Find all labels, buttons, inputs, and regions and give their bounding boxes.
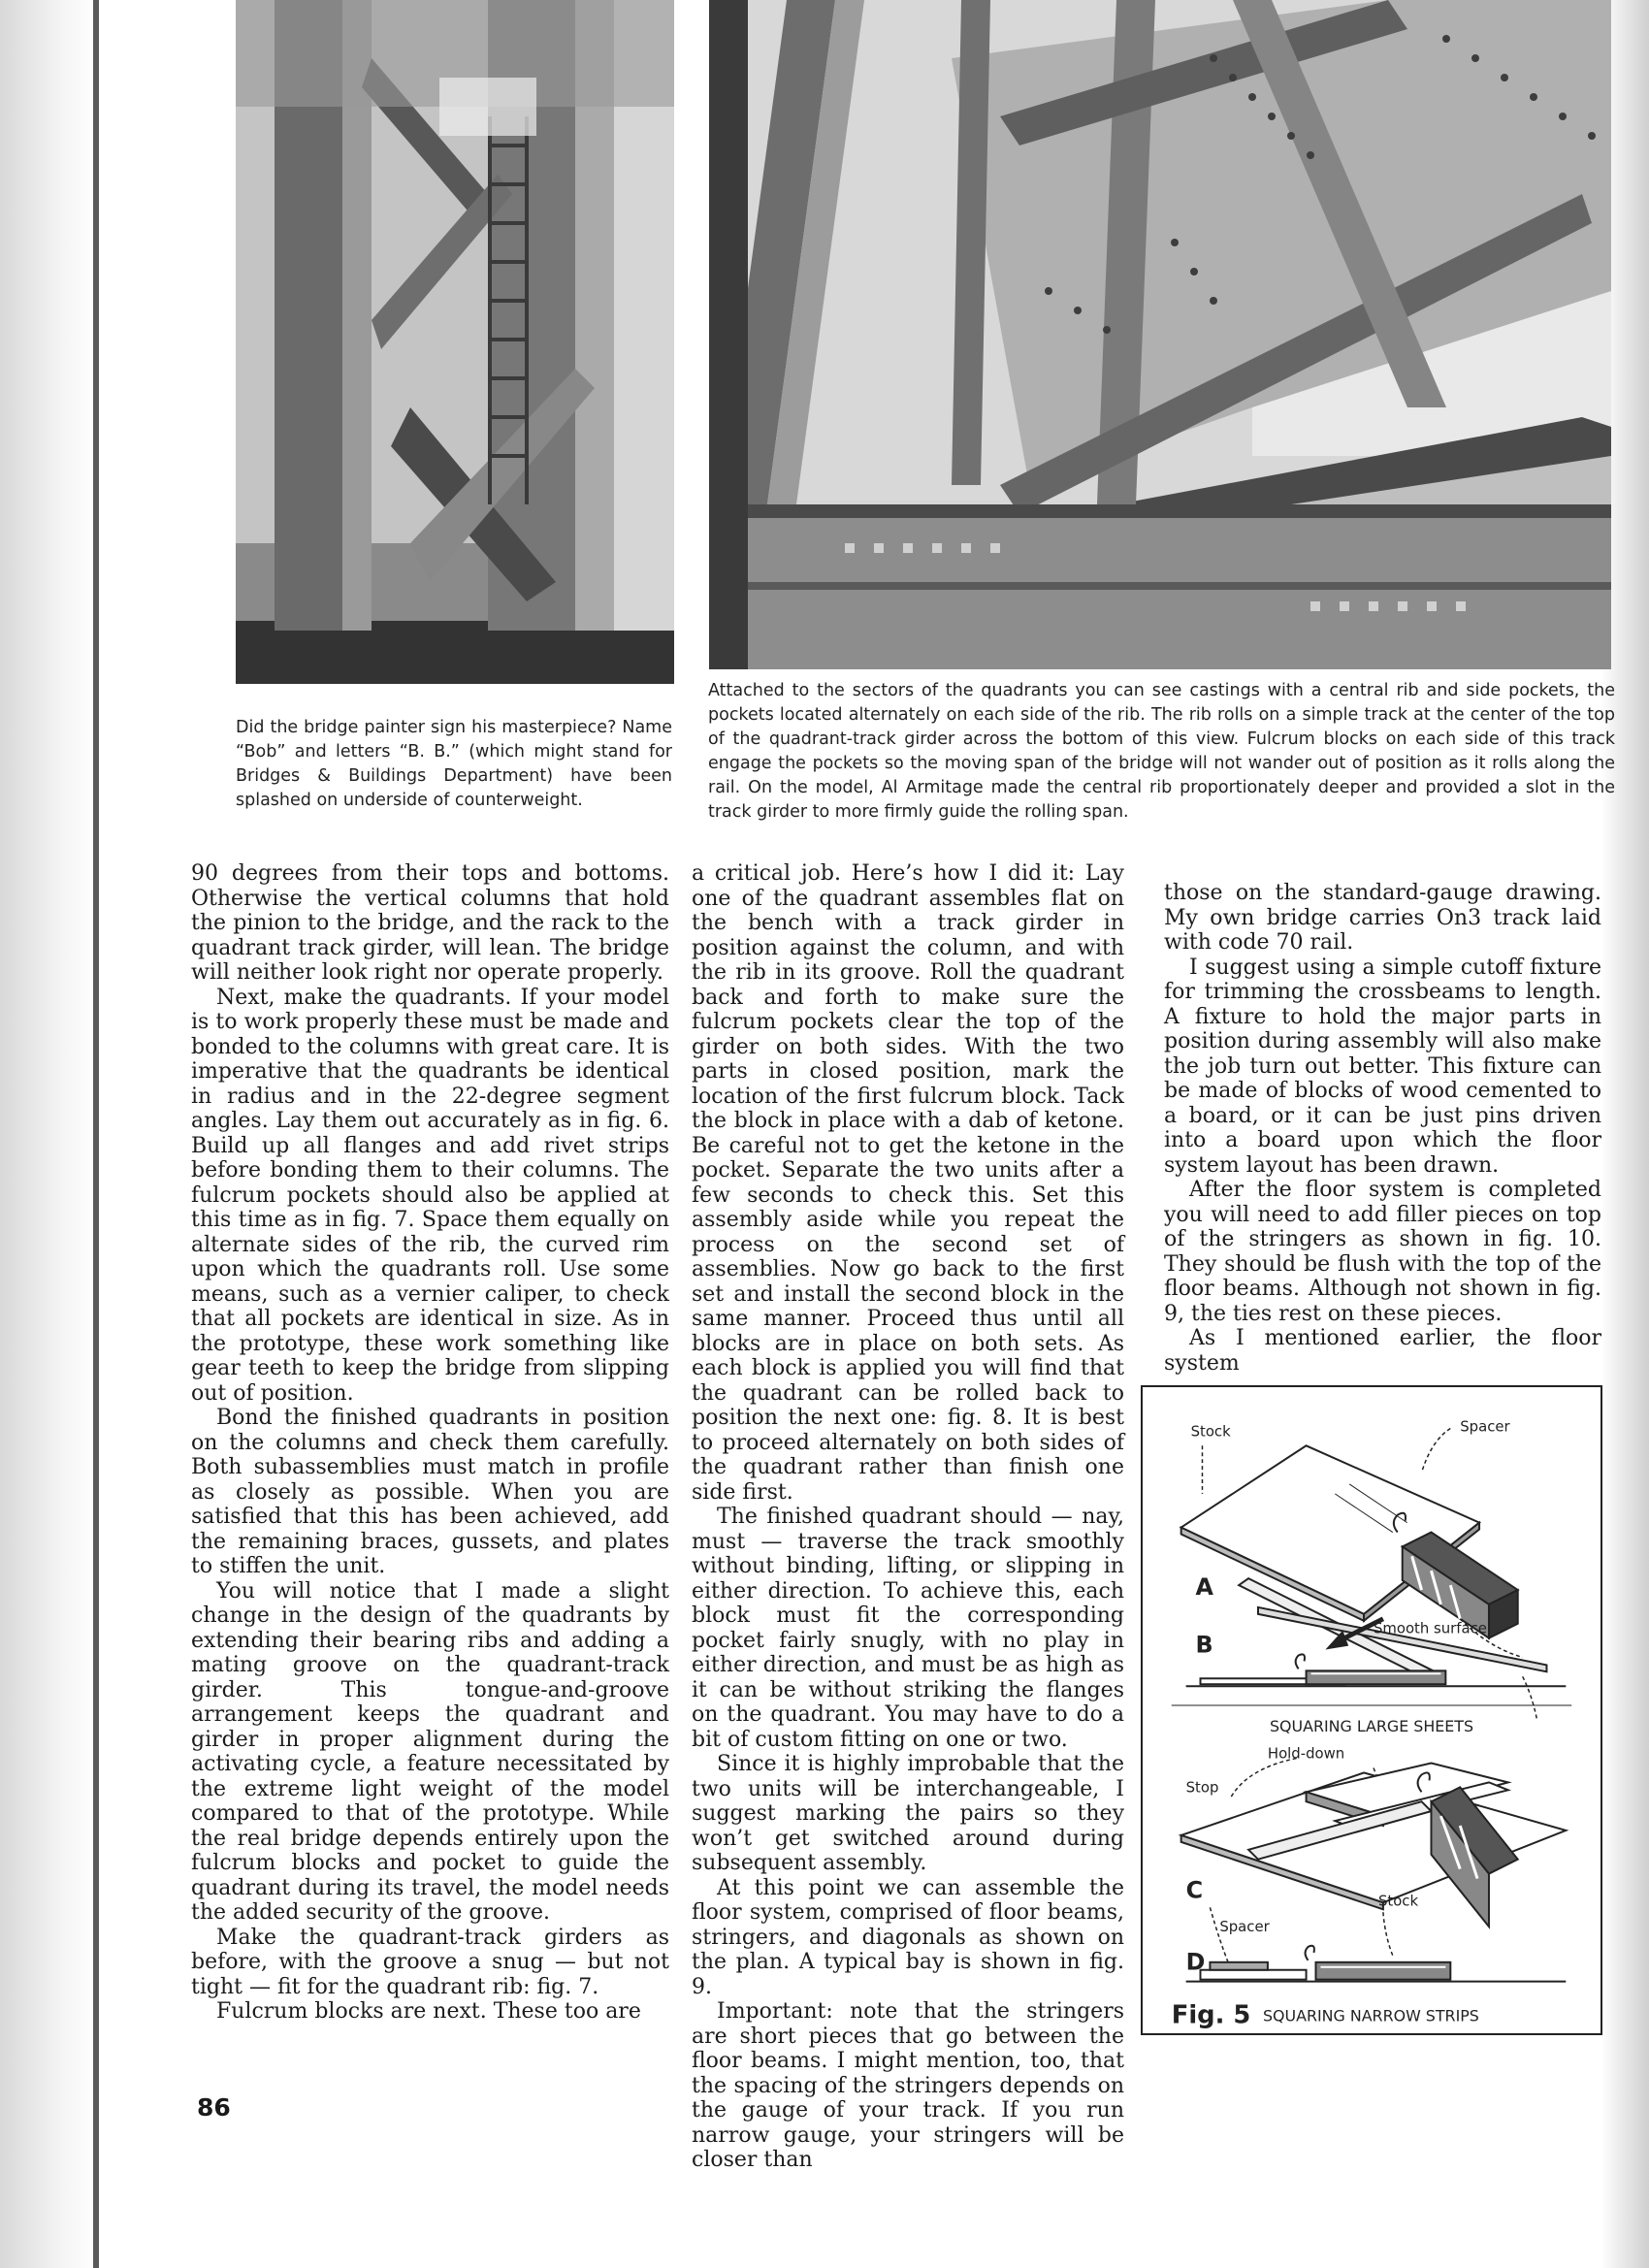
label-d: D [1185,1948,1206,1976]
page-number: 86 [197,2093,231,2122]
text-column-3 [1164,881,1601,1376]
label-spacer-bottom: Spacer [1219,1918,1270,1936]
paragraph: After the floor system is completed you will need to add filler pieces on top of the stringers as shown in fig. 10. They should be flush with the top of the floor beams. Although not shown in fig. 9, the ties rest on these pieces. [1164,1178,1601,1326]
paragraph: I suggest using a simple cutoff fixture for trimming the crossbeams to length. A fixture to hold the major parts in position during assembly will also make the job turn out better. This fixture can be made of blocks of wood cemented to a board, or it can be just pins driven into a board upon which the floor system layout has been drawn. [1164,955,1601,1178]
paragraph: You will notice that I made a slight change in the design of the quadrants by extending their bearing ribs and adding a mating groove on the quadrant-track girder. This tongue-and-groove arrangement keeps the quadrant and girder in proper alignment during the activating cycle, a feature necessitated by the extreme light weight of the model compared to that of the prototype. While the real bridge depends entirely upon the fulcrum blocks and pocket to guide the quadrant during its travel, the model needs the added security of the groove. [191,1578,669,1925]
paragraph: 90 degrees from their tops and bottoms. Otherwise the vertical columns that hold the pinion to the bridge, and the rack to the quadrant track girder, will lean. The bridge will neither look right nor operate properly. [191,861,669,985]
paragraph: those on the standard-gauge drawing. My own bridge carries On3 track laid with code 70 rail. [1164,881,1601,955]
label-spacer-top: Spacer [1460,1417,1510,1436]
paragraph: As I mentioned earlier, the floor system [1164,1326,1601,1376]
text-column-2 [692,861,1124,2173]
photo-quadrant-truss [709,0,1611,669]
text-column-1 [191,861,669,2025]
title-squaring-narrow-strips: SQUARING NARROW STRIPS [1262,2006,1479,2025]
label-stock-bottom: Stock [1377,1892,1419,1910]
label-stop: Stop [1185,1778,1219,1797]
paragraph: At this point we can assemble the floor system, comprised of floor beams, stringers, and diagonals as shown on the plan. A typical bay is shown in fig. 9. [692,1875,1124,1999]
label-b: B [1195,1631,1213,1659]
sheet-stock-illustration [1181,1445,1547,1681]
label-c: C [1185,1876,1204,1904]
paragraph: Fulcrum blocks are next. These too are [216,1999,641,2024]
page-binding-edge [93,0,99,2268]
page-gutter-shadow [0,0,97,2268]
paragraph: a critical job. Here’s how I did it: Lay one of the quadrant assembles flat on the bench with a track girder in position against the column, and with the rib in its groove. Roll the quadrant back and forth to make sure the fulcrum pockets clear the top of the girder on both sides. With the two parts in closed position, mark the location of the first fulcrum block. Tack the block in place with a dab of ketone. Be careful not to get the ketone in the pocket. Separate the two units after a few seconds to check this. Set this assembly aside while you repeat the process on the second set of assemblies. Now go back to the first set and install the second block in the same manner. Proceed thus until all blocks are in place on both sets. As each block is applied you will find that the quadrant can be rolled back to position the next one: fig. 8. It is best to proceed alternately on both sides of the quadrant rather than finish one side first. [692,861,1124,1505]
side-view-d [1186,1946,1567,1982]
label-smooth-surface: Smooth surface [1373,1619,1487,1637]
title-squaring-large-sheets: SQUARING LARGE SHEETS [1269,1716,1474,1735]
label-stock-top: Stock [1190,1422,1231,1441]
photo-counterweight [236,0,674,684]
paragraph: Important: note that the stringers are short pieces that go between the floor beams. I might mention, too, that the spacing of the stringers depends on the gauge of your track. If you run narrow gauge, your stringers will be closer than [692,1999,1124,2172]
figure-number: Fig. 5 [1171,2000,1251,2030]
label-hold-down: Hold-down [1267,1744,1345,1763]
paragraph: The finished quadrant should — nay, must — traverse the track smoothly without binding, lifting, or slipping in either direction. To achieve this, each block must fit the corresponding pocket fairly snugly, with no play in either direction, and must be as high as it can be without striking the flanges on the quadrant. You may have to do a bit of custom fitting on one or two. [692,1505,1124,1752]
label-a: A [1195,1573,1213,1602]
paragraph: Make the quadrant-track girders as before, with the groove a snug — but not tight — fit for the quadrant rib: fig. 7. [191,1925,669,1999]
paragraph: Since it is highly improbable that the two units will be interchangeable, I suggest marking the pairs so they won’t get switched around during subsequent assembly. [692,1752,1124,1875]
paragraph: Bond the finished quadrants in position on the columns and check them carefully. Both subassemblies must match in profile as closely as possible. When you are satisfied that this has been achieved, add the remaining braces, gussets, and plates to stiffen the unit. [191,1406,669,1578]
figure-5-squaring-diagram [1141,1385,1602,2035]
caption-left: Did the bridge painter sign his masterpiece? Name “Bob” and letters “B. B.” (which might stand for Bridges & Buildings Department) have been splashed on underside of counterweight. [236,718,672,810]
strip-stock-illustration [1181,1764,1567,1928]
caption-right: Attached to the sectors of the quadrants you can see castings with a central rib and side pockets, the pockets located alternately on each side of the rib. The rib rolls on a simple track at the center of the top of the quadrant-track girder across the bottom of this view. Fulcrum blocks on each side of this track engage the pockets so the moving span of the bridge will not wander out of position as it rolls along the rail. On the model, Al Armitage made the central rib proportionately deeper and provided a slot in the track girder to more firmly guide the rolling span. [708,681,1615,822]
paragraph: Next, make the quadrants. If your model is to work properly these must be made and bonded to the columns with great care. It is imperative that the quadrants be identical in radius and in the 22-degree segment angles. Lay them out accurately as in fig. 6. Build up all flanges and add rivet strips before bonding them to their columns. The fulcrum pockets should also be applied at this time as in fig. 7. Space them equally on alternate sides of the rib, the curved rim upon which the quadrants roll. Use some means, such as a vernier caliper, to check that all pockets are identical in size. As in the prototype, these work something like gear teeth to keep the bridge from slipping out of position. [191,985,669,1406]
